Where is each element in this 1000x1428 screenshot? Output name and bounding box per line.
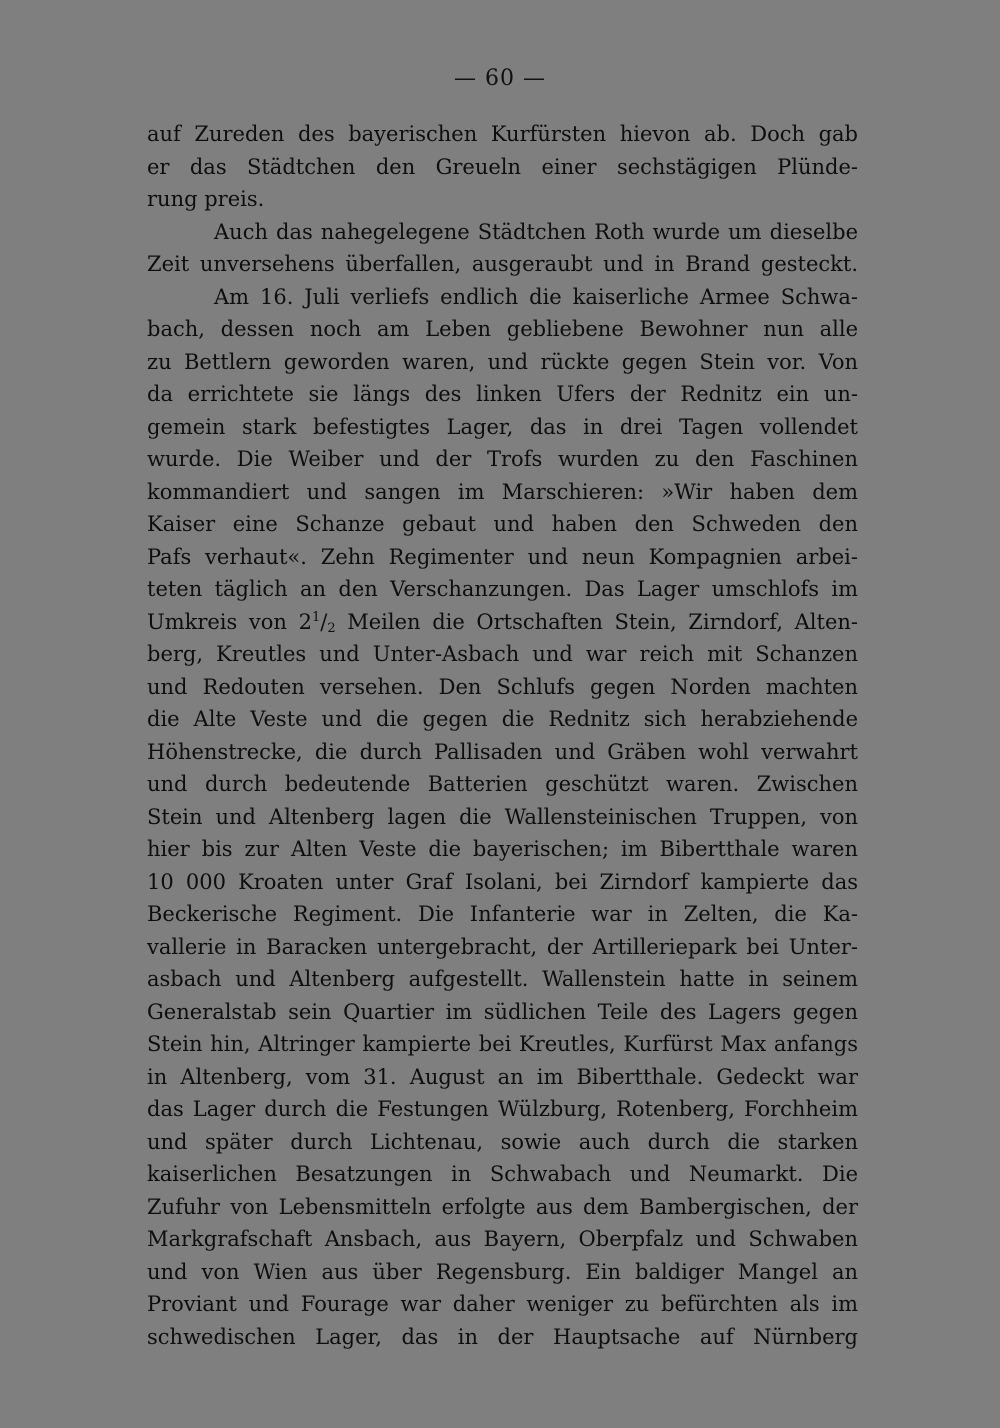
text-line: kommandiert und sangen im Marschieren: »Wir haben dem: [147, 479, 858, 504]
text-line: zu Bettlern geworden waren, und rückte gegen Stein vor. Von: [147, 349, 858, 374]
text-line: das Lager durch die Festungen Wülzburg, Rotenberg, Forchheim: [147, 1097, 858, 1121]
text-line: berg, Kreutles und Unter-Asbach und war reich mit Schanzen: [147, 642, 858, 666]
text-line: Zufuhr von Lebensmitteln erfolgte aus dem Bambergischen, der: [147, 1194, 858, 1219]
text-line: und später durch Lichtenau, sowie auch durch die starken: [147, 1129, 858, 1154]
text-line: kaiserlichen Besatzungen in Schwabach und Neumarkt. Die: [147, 1162, 858, 1186]
text-line: Höhenstrecke, die durch Pallisaden und Gräben wohl verwahrt: [147, 739, 858, 764]
text-line: schwedischen Lager, das in der Hauptsache auf Nürnberg: [147, 1324, 858, 1349]
text-line: Proviant und Fourage war daher weniger zu befürchten als im: [147, 1292, 858, 1316]
text-line: rung preis.: [147, 187, 265, 211]
text-line: hier bis zur Alten Veste die bayerischen; im Bibertthale waren: [147, 837, 858, 861]
text-line: und durch bedeutende Batterien geschützt waren. Zwischen: [147, 772, 858, 796]
text-line: bach, dessen noch am Leben gebliebene Bewohner nun alle: [147, 317, 858, 341]
text-fragment-slash: /: [320, 609, 328, 634]
text-line: die Alte Veste und die gegen die Rednitz sich herabziehende: [147, 707, 858, 731]
text-line: vallerie in Baracken untergebracht, der Artilleriepark bei Unter-: [147, 934, 858, 959]
text-line: da errichtete sie längs des linken Ufers der Rednitz ein un-: [147, 382, 858, 406]
page-number-header: — 60 —: [454, 66, 546, 91]
text-line: Stein und Altenberg lagen die Wallensteinischen Truppen, von: [147, 804, 858, 829]
text-line: Pafs verhaut«. Zehn Regimenter und neun Kompagnien arbei-: [147, 544, 858, 569]
text-line: Zeit unversehens überfallen, ausgeraubt und in Brand gesteckt.: [147, 252, 858, 276]
text-fragment-post: Meilen die Ortschaften Stein, Zirndorf, Alten-: [335, 609, 858, 634]
text-line: und von Wien aus über Regensburg. Ein baldiger Mangel an: [147, 1259, 858, 1284]
text-line: teten täglich an den Verschanzungen. Das Lager umschlofs im: [147, 577, 858, 601]
text-fragment-sup: 1: [311, 609, 321, 625]
text-line: und Redouten versehen. Den Schlufs gegen Norden machten: [147, 674, 858, 699]
page-body-text: [147, 118, 858, 1353]
text-line: asbach und Altenberg aufgestellt. Wallenstein hatte in seinem: [147, 967, 858, 991]
text-line: wurde. Die Weiber und der Trofs wurden zu den Faschinen: [147, 447, 858, 471]
text-line: er das Städtchen den Greueln einer sechstägigen Plünde-: [147, 154, 858, 179]
text-line: Stein hin, Altringer kampierte bei Kreutles, Kurfürst Max anfangs: [147, 1032, 858, 1056]
text-line: [147, 606, 858, 639]
text-line: Kaiser eine Schanze gebaut und haben den Schweden den: [147, 512, 858, 536]
text-fragment-sub: 2: [327, 620, 336, 636]
text-line: Generalstab sein Quartier im südlichen Teile des Lagers gegen: [147, 999, 858, 1024]
text-line: auf Zureden des bayerischen Kurfürsten hievon ab. Doch gab: [147, 122, 858, 146]
text-line: Auch das nahegelegene Städtchen Roth wurde um dieselbe: [214, 219, 858, 244]
text-line: gemein stark befestigtes Lager, das in drei Tagen vollendet: [147, 414, 858, 439]
text-line: Am 16. Juli verliefs endlich die kaiserliche Armee Schwa-: [214, 284, 858, 309]
text-line: Beckerische Regiment. Die Infanterie war in Zelten, die Ka-: [147, 902, 858, 926]
text-line: Markgrafschaft Ansbach, aus Bayern, Oberpfalz und Schwaben: [147, 1227, 858, 1251]
text-line: in Altenberg, vom 31. August an im Bibertthale. Gedeckt war: [147, 1064, 858, 1089]
text-fragment-pre: Umkreis von 2: [147, 609, 312, 634]
text-line: 10 000 Kroaten unter Graf Isolani, bei Zirndorf kampierte das: [147, 869, 858, 894]
